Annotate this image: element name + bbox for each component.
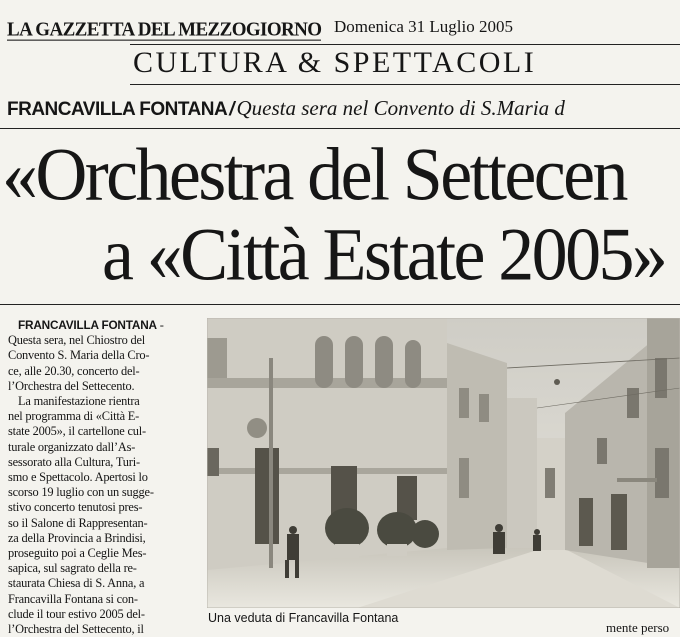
body-line: smo e Spettacolo. Apertosi lo — [8, 470, 148, 485]
body-line: proseguito poi a Ceglie Mes- — [8, 546, 147, 561]
body-line-text: La manifestazione rientra — [18, 394, 140, 409]
body-line: Questa sera, nel Chiostro del — [8, 333, 146, 348]
body-line: ce, alle 20.30, concerto del- — [8, 363, 140, 378]
issue-date: Domenica 31 Luglio 2005 — [334, 17, 513, 36]
section-rule-top — [130, 44, 680, 45]
body-line: scorso 19 luglio con un sugge- — [8, 485, 154, 500]
next-column-fragment: mente perso — [606, 620, 670, 635]
photo-caption: Una veduta di Francavilla Fontana — [208, 611, 399, 625]
article-body — [8, 318, 197, 637]
body-line: clude il tour estivo 2005 del- — [8, 606, 145, 621]
body-line: turale organizzato dall’As- — [8, 439, 136, 454]
section-rule-bottom — [130, 84, 680, 85]
kicker-place: FRANCAVILLA FONTANA — [7, 99, 228, 120]
body-line: staurata Chiesa di S. Anna, a — [8, 576, 145, 591]
headline-line-2: a «Città Estate 2005» — [102, 213, 666, 297]
kicker-slash: / — [229, 99, 235, 120]
body-line: Convento S. Maria della Cro- — [8, 348, 150, 363]
body-line: za della Provincia a Brindisi, — [8, 530, 146, 545]
masthead: LA GAZZETTA DEL MEZZOGIORNO — [7, 18, 322, 41]
body-line: l’Orchestra del Settecento. — [8, 378, 135, 393]
kicker-rule — [0, 128, 680, 129]
body-line: sessorato alla Cultura, Turi- — [8, 454, 140, 469]
body-line: nel programma di «Città E- — [8, 409, 140, 424]
street-photo — [207, 318, 680, 608]
headline-line-1: «Orchestra del Settecen — [2, 133, 626, 217]
section-title: CULTURA & SPETTACOLI — [133, 46, 537, 79]
body-line: l’Orchestra del Settecento, il — [8, 622, 144, 637]
street-photo-illustration — [207, 318, 680, 608]
body-line: so il Salone di Rappresentan- — [8, 515, 148, 530]
body-line: stivo concerto tenutosi pres- — [8, 500, 143, 515]
lede-place: FRANCAVILLA FONTANA — [18, 318, 157, 332]
kicker-tagline: Questa sera nel Convento di S.Maria d — [236, 96, 565, 120]
body-line: sapica, sul sagrato della re- — [8, 561, 137, 576]
body-line: state 2005», il cartellone cul- — [8, 424, 146, 439]
headline-rule — [0, 304, 680, 305]
body-line: Francavilla Fontana si con- — [8, 591, 138, 606]
body-line — [8, 394, 197, 409]
kicker — [7, 96, 565, 121]
lede-line: FRANCAVILLA FONTANA - — [18, 318, 164, 332]
